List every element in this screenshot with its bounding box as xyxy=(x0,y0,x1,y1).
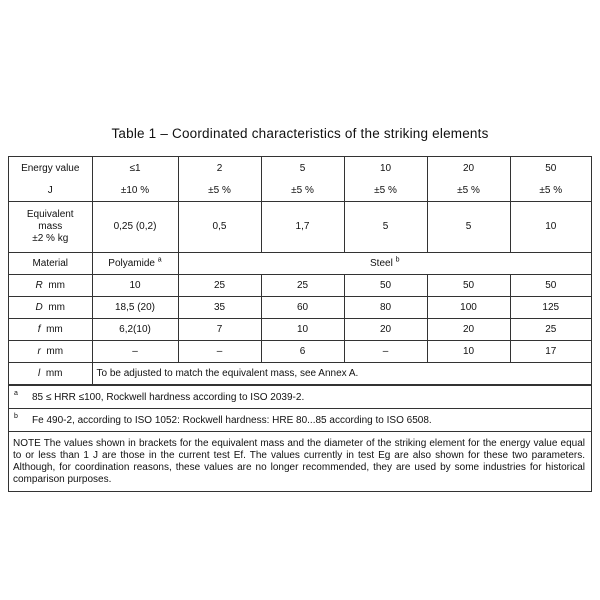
tolerance-cell: ±5 % xyxy=(178,180,261,202)
header-cell: 5 xyxy=(261,157,344,180)
table-cell: 10 xyxy=(510,202,591,253)
table-cell: 100 xyxy=(427,297,510,319)
header-cell: Energy value xyxy=(9,157,92,180)
equivalent-mass-label-line2: mass xyxy=(38,221,63,232)
l-row-text: To be adjusted to match the equivalent mass, see Annex A. xyxy=(92,363,591,385)
footnote-ref-b: b xyxy=(395,256,400,264)
table-cell: 20 xyxy=(344,319,427,341)
row-label xyxy=(9,297,92,319)
table-cell: 10 xyxy=(92,275,178,297)
tolerance-cell: ±5 % xyxy=(427,180,510,202)
polyamide-label: Polyamide xyxy=(108,257,155,269)
footnote-mark: a xyxy=(14,389,18,397)
row-label xyxy=(9,319,92,341)
unit: mm xyxy=(46,323,63,335)
table-cell: 25 xyxy=(178,275,261,297)
table-cell: 50 xyxy=(510,275,591,297)
footnote-ref-a: a xyxy=(157,256,162,264)
table-cell: 80 xyxy=(344,297,427,319)
symbol: f xyxy=(37,323,41,335)
header-row xyxy=(9,157,591,180)
header-unit-cell: J xyxy=(9,180,92,202)
table-caption: Table 1 – Coordinated characteristics of the striking elements xyxy=(111,126,489,141)
steel-label: Steel xyxy=(370,257,393,269)
header-cell: 10 xyxy=(344,157,427,180)
table-row xyxy=(9,341,591,363)
table-row xyxy=(9,297,591,319)
footnote-a xyxy=(9,385,591,408)
equivalent-mass-label-line1: Equivalent xyxy=(26,209,74,220)
header-tolerance-row xyxy=(9,180,591,202)
table-row xyxy=(9,319,591,341)
equivalent-mass-label-line3: ±2 % kg xyxy=(32,233,69,244)
table-cell: 50 xyxy=(344,275,427,297)
table-row xyxy=(9,275,591,297)
table-cell: 35 xyxy=(178,297,261,319)
tolerance-cell: ±5 % xyxy=(510,180,591,202)
row-label xyxy=(9,202,92,253)
row-label xyxy=(9,341,92,363)
table-cell: 17 xyxy=(510,341,591,363)
table-cell: 25 xyxy=(510,319,591,341)
table-cell: 6 xyxy=(261,341,344,363)
footnote-b xyxy=(9,408,591,431)
table-cell: 6,2(10) xyxy=(92,319,178,341)
table-cell: 18,5 (20) xyxy=(92,297,178,319)
table-cell: 10 xyxy=(261,319,344,341)
table-note: NOTE The values shown in brackets for the equivalent mass and the diameter of the striking element for the energy value equal to or less than 1 J are those in the current test Ef. The values currently in test Eg are also shown for these two parameters. Although, for coordination reasons, these values are no longer recommended, they are used by some industries for historical comparison purposes. xyxy=(9,431,591,491)
tolerance-cell: ±5 % xyxy=(344,180,427,202)
row-label xyxy=(9,275,92,297)
unit: mm xyxy=(45,367,63,379)
table-cell: 0,5 xyxy=(178,202,261,253)
table-frame xyxy=(8,156,592,492)
row-label xyxy=(9,363,92,385)
footnote-text: Fe 490-2, according to ISO 1052: Rockwell hardness: HRE 80...85 according to ISO 6508. xyxy=(32,414,432,426)
polyamide-cell xyxy=(92,253,178,275)
symbol: r xyxy=(37,345,41,357)
header-cell: ≤1 xyxy=(92,157,178,180)
footnote-text: 85 ≤ HRR ≤100, Rockwell hardness according to ISO 2039-2. xyxy=(32,391,305,403)
unit: mm xyxy=(48,279,65,291)
unit: mm xyxy=(46,345,64,357)
table-cell: – xyxy=(178,341,261,363)
table-cell: 5 xyxy=(427,202,510,253)
table-cell: 0,25 (0,2) xyxy=(92,202,178,253)
equivalent-mass-row xyxy=(9,202,591,253)
row-label: Material xyxy=(9,253,92,275)
table-cell: 1,7 xyxy=(261,202,344,253)
table-cell: 7 xyxy=(178,319,261,341)
table-cell: 50 xyxy=(427,275,510,297)
table-cell: 20 xyxy=(427,319,510,341)
footnote-mark: b xyxy=(14,412,18,420)
characteristics-table xyxy=(9,157,591,385)
table-cell: – xyxy=(92,341,178,363)
header-cell: 50 xyxy=(510,157,591,180)
table-cell: 10 xyxy=(427,341,510,363)
steel-cell xyxy=(178,253,591,275)
header-cell: 20 xyxy=(427,157,510,180)
symbol: l xyxy=(38,367,41,379)
table-cell: 125 xyxy=(510,297,591,319)
header-cell: 2 xyxy=(178,157,261,180)
unit: mm xyxy=(48,301,65,313)
tolerance-cell: ±10 % xyxy=(92,180,178,202)
table-cell: 60 xyxy=(261,297,344,319)
table-cell: 5 xyxy=(344,202,427,253)
l-row xyxy=(9,363,591,385)
table-cell: 25 xyxy=(261,275,344,297)
tolerance-cell: ±5 % xyxy=(261,180,344,202)
material-row xyxy=(9,253,591,275)
symbol: D xyxy=(35,301,43,313)
table-cell: – xyxy=(344,341,427,363)
symbol: R xyxy=(35,279,43,291)
